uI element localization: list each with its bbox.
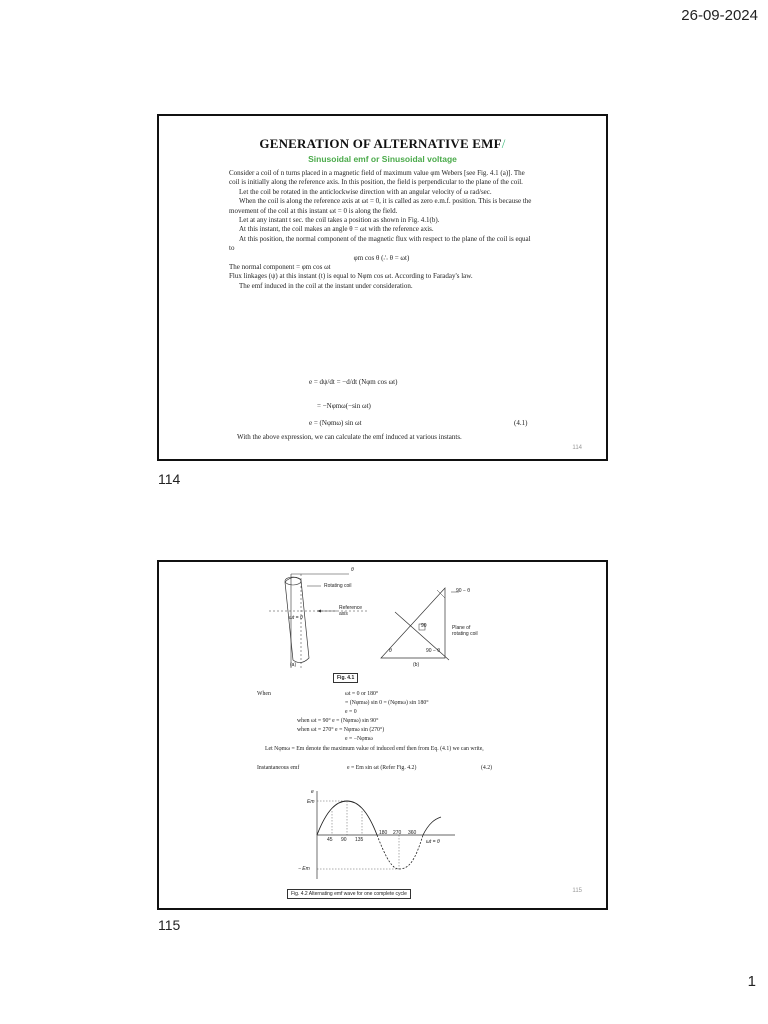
when-label: When xyxy=(257,691,271,697)
slide-label: 114 xyxy=(158,471,181,487)
paragraph: Consider a coil of n turns placed in a magnetic field of maximum value φm Webers [see Fig. 4.1 (a)]. The coil is initially along the reference axis. In this position, the field is perpendicular to the plane of the coil. xyxy=(229,169,525,187)
caption-b: (b) xyxy=(413,662,420,668)
equation-derivative: e = dψ/dt = −d/dt (Nφm cos ωt) xyxy=(309,378,398,386)
equation-line: ωt = 0 or 180° xyxy=(345,691,379,697)
equation-line: e = 0 xyxy=(345,709,357,715)
slide-number: 115 xyxy=(572,888,582,894)
graph-tick-90: 90 xyxy=(341,837,347,843)
label-reference-axis: Reference axis xyxy=(339,605,363,617)
fig-4-2-caption: Fig. 4.2 Alternating emf wave for one complete cycle xyxy=(287,889,411,899)
equation-line: e = −Nφmω xyxy=(345,736,373,742)
header-date: 26-09-2024 xyxy=(681,7,758,24)
figure-4-1a xyxy=(259,566,379,670)
fig-4-1-caption: Fig. 4.1 xyxy=(333,673,358,683)
graph-neg-em-label: − Em xyxy=(298,866,310,872)
label-angle-top: 90 − θ xyxy=(456,588,471,594)
graph-tick-45: 45 xyxy=(327,837,333,843)
inst-emf-label: Instantaneous emf xyxy=(257,765,300,771)
paragraph: When the coil is along the reference axis at ωt = 0, it is called as zero e.m.f. position. This is because the movement of the coil at this instant ωt = 0 is along the field. xyxy=(229,197,532,215)
slide-subtitle: Sinusoidal emf or Sinusoidal voltage xyxy=(308,154,457,164)
graph-em-label: Em xyxy=(307,799,315,805)
equation-emf: e = (Nφmω) sin ωt xyxy=(309,419,362,427)
figure-4-2-graph xyxy=(289,787,459,883)
inst-emf-equation: e = Em sin ωt (Refer Fig. 4.2) xyxy=(347,765,417,771)
slide-label: 115 xyxy=(158,917,181,933)
equation-line: when ωt = 90° e = (Nφmω) sin 90° xyxy=(297,718,379,724)
label-angle-bottom: 90 − θ xyxy=(426,648,441,654)
slide-115 xyxy=(157,560,608,910)
paragraph: The emf induced in the coil at the instant under consideration. xyxy=(239,281,413,290)
caption-a: (a) xyxy=(290,662,297,668)
equation-number: (4.1) xyxy=(514,419,528,427)
label-angle-theta: θ xyxy=(389,648,392,654)
paragraph: Let at any instant t sec. the coil takes a position as shown in Fig. 4.1(b). xyxy=(239,216,440,225)
graph-x-label: ωt = θ xyxy=(426,839,440,845)
slide-title: GENERATION OF ALTERNATIVE EMF/ xyxy=(259,136,506,151)
graph-tick-180: 180 xyxy=(379,830,388,836)
label-wt-theta: ωt = θ xyxy=(289,615,303,621)
paragraph: The normal component = φm cos ωt xyxy=(229,263,331,272)
label-rotating-coil: Rotating coil xyxy=(324,583,352,589)
paragraph: Let Nφmω = Em denote the maximum value of induced emf then from Eq. (4.1) we can write, xyxy=(265,746,484,752)
equation-line: when ωt = 270° e = Nφmω sin (270°) xyxy=(297,727,385,733)
equation-line: = (Nφmω) sin 0 = (Nφmω) sin 180° xyxy=(345,700,429,706)
slide-number: 114 xyxy=(572,445,582,451)
paragraph: At this position, the normal component of the magnetic flux with respect to the plane of the coil is equal to xyxy=(229,234,531,253)
graph-tick-135: 135 xyxy=(355,837,364,843)
slide-body-text xyxy=(229,169,534,291)
slash-mark: / xyxy=(501,136,506,151)
graph-y-label: e xyxy=(311,789,314,795)
equation-number: (4.2) xyxy=(481,765,493,771)
label-angle-90: 90 xyxy=(421,623,427,629)
label-plane-rotating-coil: Plane of rotating coil xyxy=(452,625,478,637)
slide-114 xyxy=(157,114,608,461)
paragraph: With the above expression, we can calculate the emf induced at various instants. xyxy=(237,433,462,441)
page-number: 1 xyxy=(747,973,756,990)
equation: φm cos θ (∴ θ = ωt) xyxy=(353,253,410,262)
paragraph: At this instant, the coil makes an angle θ = ωt with the reference axis. xyxy=(239,225,434,234)
label-theta: θ xyxy=(351,567,354,573)
equation-step: = −Nφmω(−sin ωt) xyxy=(317,402,371,410)
graph-tick-360: 360 xyxy=(408,830,417,836)
paragraph: Let the coil be rotated in the anticlockwise direction with an angular velocity of ω rad/sec. xyxy=(239,187,492,196)
paragraph: Flux linkages (ψ) at this instant (t) is equal to Nφm cos ωt. According to Faraday's law. xyxy=(229,272,473,281)
graph-tick-270: 270 xyxy=(393,830,402,836)
